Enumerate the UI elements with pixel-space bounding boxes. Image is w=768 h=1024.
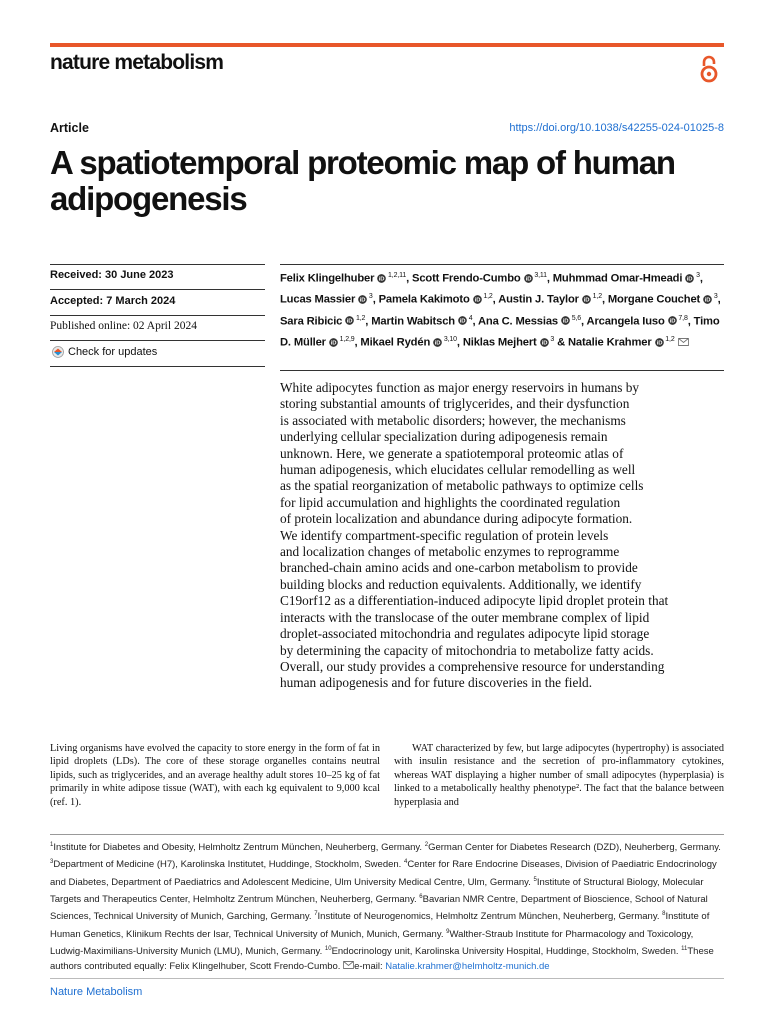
abstract-line: We identify compartment-specific regulation of protein levels bbox=[280, 527, 609, 543]
meta-divider bbox=[50, 289, 265, 290]
abstract bbox=[280, 380, 726, 692]
author-affiliation: 4 bbox=[466, 314, 473, 322]
author-separator: , bbox=[492, 294, 499, 307]
author-list bbox=[280, 267, 726, 352]
open-access-icon[interactable] bbox=[698, 54, 720, 84]
svg-text:iD: iD bbox=[704, 297, 711, 304]
svg-text:iD: iD bbox=[541, 340, 547, 347]
author[interactable]: Mikael Rydén bbox=[360, 336, 431, 349]
body-column-1: Living organisms have evolved the capacity to store energy in the form of fat in lipid droplets (LDs). The core of these storage organelles contains neutral lipids, such as triglycerides, and an average healthy adult stores 10–25 kg of fat primarily in white adipose tissue (WAT), with each kg equivalent to 9,000 kcal (ref. 1). bbox=[50, 743, 380, 808]
author[interactable]: Arcangela Iuso bbox=[586, 315, 665, 328]
orcid-icon[interactable] bbox=[524, 274, 533, 283]
author-separator: , bbox=[456, 336, 463, 349]
affiliation-text: Institute of Structural Biology, Molecular Targets and Therapeutics Center, Helmholtz Zentrum München, Neuherberg, Germany. bbox=[50, 876, 704, 906]
article-type: Article bbox=[50, 121, 89, 135]
authors-divider bbox=[280, 264, 724, 265]
abstract-line: human adipogenesis, which elucidates cellular remodelling as well bbox=[280, 462, 636, 478]
abstract-line: interacts with the translocase of the outer membrane complex of lipid bbox=[280, 609, 650, 625]
abstract-line: is associated with metabolic disorders; however, the mechanisms bbox=[280, 412, 626, 428]
svg-text:iD: iD bbox=[562, 318, 569, 325]
orcid-icon[interactable] bbox=[703, 295, 712, 304]
affiliation-text: Endocrinology unit, Karolinska University Hospital, Huddinge, Stockholm, Sweden. bbox=[331, 946, 682, 958]
orcid-icon[interactable] bbox=[668, 316, 677, 325]
author[interactable]: Timo D. Müller bbox=[280, 315, 720, 349]
svg-text:iD: iD bbox=[525, 276, 531, 283]
author-separator: , bbox=[354, 336, 361, 349]
meta-divider bbox=[50, 264, 265, 265]
author-affiliation: 1,2 bbox=[481, 293, 493, 301]
abstract-line: unknown. Here, we generate a spatiotemporal proteomic atlas of bbox=[280, 445, 624, 461]
doi-link[interactable]: https://doi.org/10.1038/s42255-024-01025-8 bbox=[509, 122, 724, 134]
title-line-1: A spatiotemporal proteomic map of human bbox=[50, 144, 675, 181]
author-affiliation: 3 bbox=[548, 335, 555, 343]
orcid-icon[interactable] bbox=[433, 338, 442, 347]
affiliation-number: 11 bbox=[681, 946, 688, 953]
author-affiliation: 3 bbox=[712, 293, 718, 301]
author-separator: , bbox=[406, 272, 413, 285]
orcid-icon[interactable] bbox=[329, 338, 338, 347]
abstract-line: by determining the capacity of mitochondria to metabolize fatty acids. bbox=[280, 642, 654, 658]
author[interactable]: Martin Wabitsch bbox=[371, 315, 455, 328]
author-affiliation: 7,8 bbox=[676, 314, 688, 322]
published-date: Published online: 02 April 2024 bbox=[50, 320, 197, 332]
author-affiliation: 1,2,9 bbox=[337, 335, 355, 343]
abstract-line: as the spatial reorganization of metabolic pathways to optimize cells bbox=[280, 478, 644, 494]
svg-text:iD: iD bbox=[459, 318, 466, 325]
affiliation-number: 5 bbox=[533, 876, 537, 883]
author-affiliation: 3,10 bbox=[442, 335, 457, 343]
orcid-icon[interactable] bbox=[655, 338, 664, 347]
abstract-line: for lipid accumulation and highlights the coordinated regulation bbox=[280, 494, 621, 510]
affiliation-number: 1 bbox=[50, 842, 54, 848]
affiliation-text: These authors contributed equally: Felix Klingelhuber, Scott Frendo-Cumbo. bbox=[50, 946, 714, 972]
author-separator: & bbox=[554, 336, 568, 349]
svg-text:iD: iD bbox=[346, 318, 353, 325]
email-link[interactable]: Natalie.krahmer@helmholtz-munich.de bbox=[385, 960, 550, 972]
affiliation-number: 9 bbox=[446, 928, 450, 935]
orcid-icon[interactable] bbox=[473, 295, 482, 304]
author-separator: , bbox=[581, 315, 587, 328]
title-line-2: adipogenesis bbox=[50, 180, 247, 217]
email-label: e-mail: bbox=[354, 960, 386, 972]
abstract-line: storing substantial amounts of triglycerides, and their dysfunction bbox=[280, 396, 630, 412]
email-icon[interactable] bbox=[678, 338, 689, 346]
svg-text:iD: iD bbox=[583, 297, 590, 304]
abstract-line: and localization changes of metabolic enzymes to reprogramme bbox=[280, 544, 620, 560]
affiliation-number: 10 bbox=[324, 946, 332, 953]
orcid-icon[interactable] bbox=[561, 316, 570, 325]
meta-divider bbox=[50, 340, 265, 341]
svg-text:iD: iD bbox=[378, 276, 385, 283]
affiliation-text: Institute of Human Genetics, Klinikum Rechts der Isar, Technical University of Munich, Munich, Germany. bbox=[50, 911, 710, 940]
abstract-line: C19orf12 as a differentiation-induced adipocyte lipid droplet protein that bbox=[280, 593, 669, 609]
author-separator: , bbox=[687, 315, 694, 328]
author[interactable]: Muhmmad Omar-Hmeadi bbox=[552, 272, 683, 285]
svg-text:iD: iD bbox=[669, 318, 675, 325]
svg-text:iD: iD bbox=[359, 297, 366, 304]
author[interactable]: Felix Klingelhuber bbox=[280, 272, 375, 285]
author-affiliation: 3,11 bbox=[532, 272, 547, 279]
svg-text:iD: iD bbox=[656, 340, 662, 347]
author-affiliation: 1,2,11 bbox=[386, 272, 407, 279]
meta-divider bbox=[50, 315, 265, 316]
footnote-divider bbox=[50, 834, 724, 835]
orcid-icon[interactable] bbox=[358, 295, 367, 304]
affiliation-number: 4 bbox=[403, 859, 408, 866]
author-separator: , bbox=[546, 272, 553, 285]
author-separator: , bbox=[365, 315, 372, 328]
abstract-line: droplet-associated mitochondria and regulates adipocyte lipid storage bbox=[280, 626, 650, 642]
author-affiliation: 5,6 bbox=[569, 314, 582, 322]
author[interactable]: Morgane Couchet bbox=[607, 294, 701, 307]
affiliations bbox=[50, 838, 724, 974]
author[interactable]: Natalie Krahmer bbox=[567, 336, 652, 349]
check-updates-label: Check for updates bbox=[68, 346, 158, 358]
abstract-line: building blocks and reduction equivalents. Additionally, we identify bbox=[280, 576, 642, 592]
author-separator: , bbox=[717, 294, 721, 307]
affiliation-number: 6 bbox=[419, 894, 423, 901]
orcid-icon[interactable] bbox=[345, 316, 354, 325]
journal-name: nature metabolism bbox=[50, 51, 224, 74]
author[interactable]: Niklas Mejhert bbox=[462, 336, 537, 349]
author-affiliation: 3 bbox=[694, 272, 700, 279]
author-affiliation: 3 bbox=[367, 293, 373, 301]
footer-journal: Nature Metabolism bbox=[50, 986, 143, 998]
affiliation-text: Bavarian NMR Centre, Department of Bioscience, School of Natural Sciences, Technical University of Munich, Garching, Germany. bbox=[50, 894, 708, 923]
affiliation-text: Institute of Neurogenomics, Helmholtz Zentrum München, Neuherberg, Germany. bbox=[317, 911, 663, 923]
author-separator: , bbox=[472, 315, 478, 328]
author[interactable]: Lucas Massier bbox=[280, 294, 356, 307]
svg-text:iD: iD bbox=[474, 297, 480, 304]
orcid-icon[interactable] bbox=[582, 295, 591, 304]
abstract-line: White adipocytes function as major energy reservoirs in humans by bbox=[280, 380, 640, 395]
affiliation-text: German Center for Diabetes Research (DZD), Neuherberg, Germany. bbox=[428, 842, 721, 854]
accepted-date: Accepted: 7 March 2024 bbox=[50, 295, 176, 307]
footer-divider bbox=[50, 978, 724, 979]
journal-accent-bar bbox=[50, 43, 724, 47]
author[interactable]: Scott Frendo-Cumbo bbox=[412, 272, 521, 285]
abstract-line: underlying cellular specialization during adipogenesis remain bbox=[280, 429, 608, 445]
author[interactable]: Austin J. Taylor bbox=[498, 294, 579, 307]
authors-divider bbox=[280, 370, 724, 371]
author[interactable]: Pamela Kakimoto bbox=[378, 294, 470, 307]
affiliation-text: Institute for Diabetes and Obesity, Helmholtz Zentrum München, Neuherberg, Germany. bbox=[53, 842, 425, 854]
orcid-icon[interactable] bbox=[458, 316, 467, 325]
abstract-line: Overall, our study provides a comprehensive resource for understanding bbox=[280, 658, 665, 674]
orcid-icon[interactable] bbox=[540, 338, 549, 347]
orcid-icon[interactable] bbox=[685, 274, 694, 283]
affiliation-text: Department of Medicine (H7), Karolinska Institutet, Huddinge, Stockholm, Sweden. bbox=[53, 859, 404, 871]
orcid-icon[interactable] bbox=[377, 274, 386, 283]
author[interactable]: Ana C. Messias bbox=[477, 315, 558, 328]
received-date: Received: 30 June 2023 bbox=[50, 269, 174, 281]
author-separator: , bbox=[699, 272, 703, 285]
affiliation-number: 8 bbox=[662, 911, 666, 918]
svg-text:iD: iD bbox=[330, 340, 337, 347]
abstract-line: human adipogenesis and for future discoveries in the field. bbox=[280, 675, 593, 691]
body-column-2: WAT characterized by few, but large adipocytes (hypertrophy) is associated with insulin resistance and the secretion of pro-inflammatory cytokines, whereas WAT displaying a higher number of small adipocytes (hyperplasia) is linked to a metabolically healthy phenotype². The fact that the balance between hyperplasia and bbox=[394, 743, 724, 808]
article-title bbox=[50, 145, 730, 217]
affiliation-text: Walther-Straub Institute for Pharmacology and Toxicology, Ludwig-Maximilians-University Munich (LMU), Munich, Germany. bbox=[50, 928, 694, 958]
svg-text:iD: iD bbox=[687, 276, 693, 283]
meta-divider bbox=[50, 366, 265, 367]
author-affiliation: 1,2 bbox=[590, 293, 602, 301]
author-affiliation: 1,2 bbox=[663, 335, 675, 343]
abstract-line: branched-chain amino acids and one-carbon metabolism to provide bbox=[280, 560, 638, 576]
abstract-line: of protein localization and abundance during adipocyte formation. bbox=[280, 511, 633, 527]
author-affiliation: 1,2 bbox=[354, 314, 366, 322]
check-updates-button[interactable] bbox=[52, 346, 157, 358]
author-separator: , bbox=[601, 294, 608, 307]
affiliation-number: 2 bbox=[424, 842, 429, 848]
svg-text:iD: iD bbox=[434, 340, 441, 347]
author-separator: , bbox=[372, 294, 379, 307]
affiliation-number: 7 bbox=[314, 911, 318, 918]
affiliation-text: Center for Rare Endocrine Diseases, Division of Paediatric Endocrinology and Diabetes, Department of Paediatrics and Adolescent Medicine, Ulm University Medical Centre, Ulm, Germany. bbox=[50, 859, 717, 888]
crossmark-icon bbox=[52, 346, 64, 358]
author[interactable]: Sara Ribicic bbox=[280, 315, 343, 328]
affiliation-number: 3 bbox=[50, 859, 54, 866]
email-icon[interactable] bbox=[343, 961, 354, 969]
